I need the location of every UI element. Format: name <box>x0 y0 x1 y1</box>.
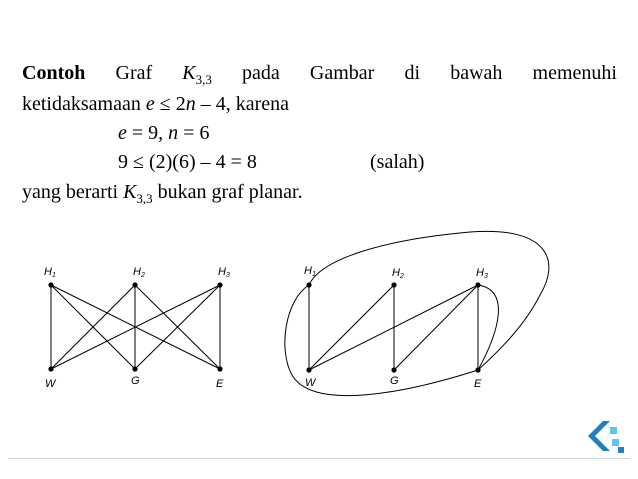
logo-chevron-dark <box>588 421 610 451</box>
word-memenuhi: memenuhi <box>532 62 617 84</box>
vertex-g <box>391 367 396 372</box>
var-e: e <box>145 93 155 115</box>
var-n: n <box>185 93 196 115</box>
k-subscript: 3,3 <box>195 72 212 87</box>
vertex-w <box>48 366 53 371</box>
label-h1: H1 <box>44 266 56 279</box>
label-h2: H2 <box>133 266 145 279</box>
word-pada: pada <box>242 62 280 84</box>
vertex-h3 <box>217 282 222 287</box>
label-h2: H2 <box>392 267 404 280</box>
vertex-w <box>306 367 311 372</box>
k-base: K <box>123 181 137 203</box>
word-graf: Graf <box>115 62 153 84</box>
contoh-label: Contoh <box>22 62 86 84</box>
var-n: n <box>168 122 179 144</box>
line2-suffix: – 4, karena <box>195 93 290 115</box>
label-w: W <box>45 378 56 390</box>
vertex-g <box>132 366 137 371</box>
word-di: di <box>404 62 421 84</box>
word-gambar: Gambar <box>309 62 375 84</box>
label-w: W <box>305 377 316 389</box>
footer-divider <box>8 458 630 459</box>
label-h1: H1 <box>304 265 316 278</box>
line2-prefix: ketidaksamaan <box>22 93 146 115</box>
logo-square-dark <box>618 447 624 453</box>
line2-mid: ≤ 2 <box>154 93 186 115</box>
word-bawah: bawah <box>450 62 503 84</box>
line3-suffix: = 6 <box>178 122 210 144</box>
label-g: G <box>390 375 399 387</box>
vertex-e <box>217 366 222 371</box>
graph-k33-left <box>51 285 220 369</box>
label-h3: H3 <box>476 267 488 280</box>
vertex-h2 <box>132 282 137 287</box>
logo-square-light <box>612 439 619 446</box>
logo-square-light <box>610 427 617 434</box>
inequality-expression: 9 ≤ (2)(6) – 4 = 8 <box>118 151 257 173</box>
edge <box>309 285 394 370</box>
line3-mid: = 9, <box>126 122 169 144</box>
k-base: K <box>182 62 196 84</box>
label-g: G <box>131 375 140 387</box>
label-e: E <box>474 378 482 390</box>
vertex-h1 <box>306 282 311 287</box>
line5-prefix: yang berarti <box>22 181 124 203</box>
var-e: e <box>118 122 127 144</box>
label-h3: H3 <box>218 266 230 279</box>
brand-logo-icon <box>582 413 628 459</box>
line5-suffix: bukan graf planar. <box>152 181 303 203</box>
curved-edge <box>309 231 549 370</box>
curved-edge <box>478 285 498 370</box>
edge <box>394 285 478 370</box>
vertex-h1 <box>48 282 53 287</box>
label-e: E <box>216 378 224 390</box>
vertex-h2 <box>391 282 396 287</box>
vertex-h3 <box>475 282 480 287</box>
vertex-e <box>475 367 480 372</box>
k-subscript: 3,3 <box>136 191 153 206</box>
graph-k33-right <box>285 231 549 395</box>
false-note: (salah) <box>370 151 425 173</box>
